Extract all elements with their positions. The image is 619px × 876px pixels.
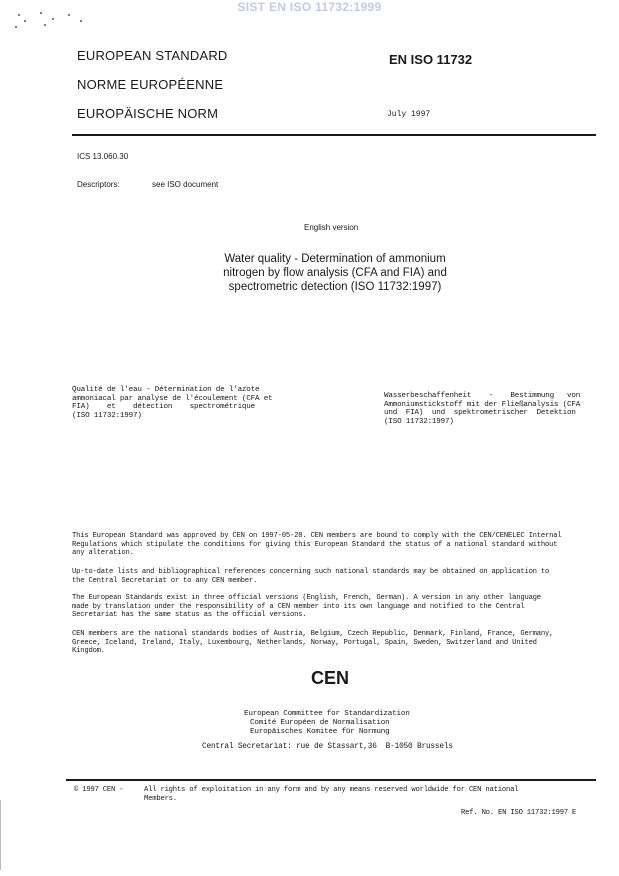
- copyright: © 1997 CEN -: [74, 786, 124, 794]
- header-line-fr: NORME EUROPÉENNE: [77, 77, 224, 92]
- paragraph-line: made by translation under the responsibility of a CEN member into its own language and notified to the Central: [72, 602, 525, 611]
- scan-speck: [40, 12, 42, 14]
- french-title-line: (ISO 11732:1997): [72, 411, 142, 420]
- header-line-en: EUROPEAN STANDARD: [77, 48, 228, 63]
- paragraph-line: Up-to-date lists and bibliographical references concerning such national standards may be obtained on application to: [72, 568, 550, 576]
- version-label: English version: [304, 223, 359, 232]
- rights-line: Members.: [144, 794, 177, 803]
- scan-speck: [44, 24, 46, 26]
- secretariat-label: Central Secretariat:: [202, 743, 292, 751]
- paragraph-line: CEN members are the national standards bodies of Austria, Belgium, Czech Republic, Denmark, Finland, France, Germany,: [72, 630, 554, 638]
- ics-code: ICS 13.060.30: [77, 152, 129, 161]
- footer-rule: [66, 779, 596, 781]
- french-title-line: Qualité de l'eau - Détermination de l'azote: [72, 386, 260, 394]
- cen-name-en: European Committee for Standardization: [244, 710, 410, 718]
- german-title-line: Wasserbeschaffenheit - Bestimmung von: [384, 392, 581, 400]
- document-title: [200, 252, 470, 294]
- cen-name-fr: Comité Européen de Normalisation: [250, 719, 390, 727]
- paragraph-line: any alteration.: [72, 549, 134, 558]
- scan-speck: [18, 14, 20, 16]
- cen-name-de: Europäisches Komitee für Normung: [250, 728, 390, 736]
- reference-number: Ref. No. EN ISO 11732:1997 E: [461, 809, 577, 817]
- title-line: nitrogen by flow analysis (CFA and FIA) and: [223, 267, 447, 279]
- standard-number: EN ISO 11732: [389, 52, 473, 67]
- descriptors-label: Descriptors:: [77, 180, 120, 189]
- header-rule: [72, 134, 596, 136]
- paragraph-line: the Central Secretariat or to any CEN member.: [72, 576, 258, 585]
- paragraph-line: This European Standard was approved by CEN on 1997-05-28. CEN members are bound to comply with the CEN/CENELEC Internal: [72, 532, 562, 540]
- paragraph-line: Kingdom.: [72, 647, 105, 656]
- french-title-line: ammoniacal par analyse de l'écoulement (CFA et: [72, 394, 273, 403]
- publication-date: July 1997: [387, 110, 431, 119]
- scan-speck: [15, 26, 17, 28]
- watermark: SIST EN ISO 11732:1999: [237, 0, 382, 14]
- scan-margin-line: [0, 800, 1, 870]
- scan-speck: [80, 20, 82, 22]
- paragraph-line: Secretariat has the same status as the official versions.: [72, 611, 307, 620]
- paragraph-line: Greece, Iceland, Ireland, Italy, Luxembourg, Netherlands, Norway, Portugal, Spain, Sweden, Switzerland and United: [72, 638, 537, 647]
- german-title-line: und FIA) und spektrometrischer Detektion: [384, 409, 576, 418]
- cen-logo: CEN: [310, 668, 349, 688]
- scan-speck: [68, 14, 70, 16]
- rights-line: All rights of exploitation in any form and by any means reserved worldwide for CEN national: [144, 786, 519, 794]
- german-title: [384, 392, 580, 426]
- paragraph-line: Regulations which stipulate the conditions for giving this European Standard the status of a national standard without: [72, 540, 558, 549]
- members-paragraph: [72, 630, 553, 656]
- central-secretariat: [202, 743, 453, 752]
- approval-paragraph: [72, 532, 561, 558]
- french-title-line: FIA) et détection spectrométrique: [72, 403, 255, 412]
- secretariat-address: rue de Stassart,36 B-1050 Brussels: [296, 743, 453, 751]
- title-line: spectrometric detection (ISO 11732:1997): [228, 281, 442, 293]
- descriptors-value: see ISO document: [152, 180, 219, 189]
- references-paragraph: [72, 568, 549, 585]
- header-line-de: EUROPÄISCHE NORM: [77, 106, 219, 121]
- french-title: [72, 386, 272, 420]
- title-line: Water quality - Determination of ammonium: [224, 253, 446, 265]
- versions-paragraph: [72, 594, 541, 620]
- scan-speck: [52, 18, 54, 20]
- paragraph-line: The European Standards exist in three official versions (English, French, German). A version in any other language: [72, 594, 541, 602]
- rights-statement: [144, 786, 518, 803]
- scan-speck: [24, 20, 26, 22]
- german-title-line: (ISO 11732:1997): [384, 417, 454, 426]
- german-title-line: Ammoniumstickstoff mit der Fließanalysis (CFA: [384, 400, 581, 409]
- cen-names: [244, 710, 410, 737]
